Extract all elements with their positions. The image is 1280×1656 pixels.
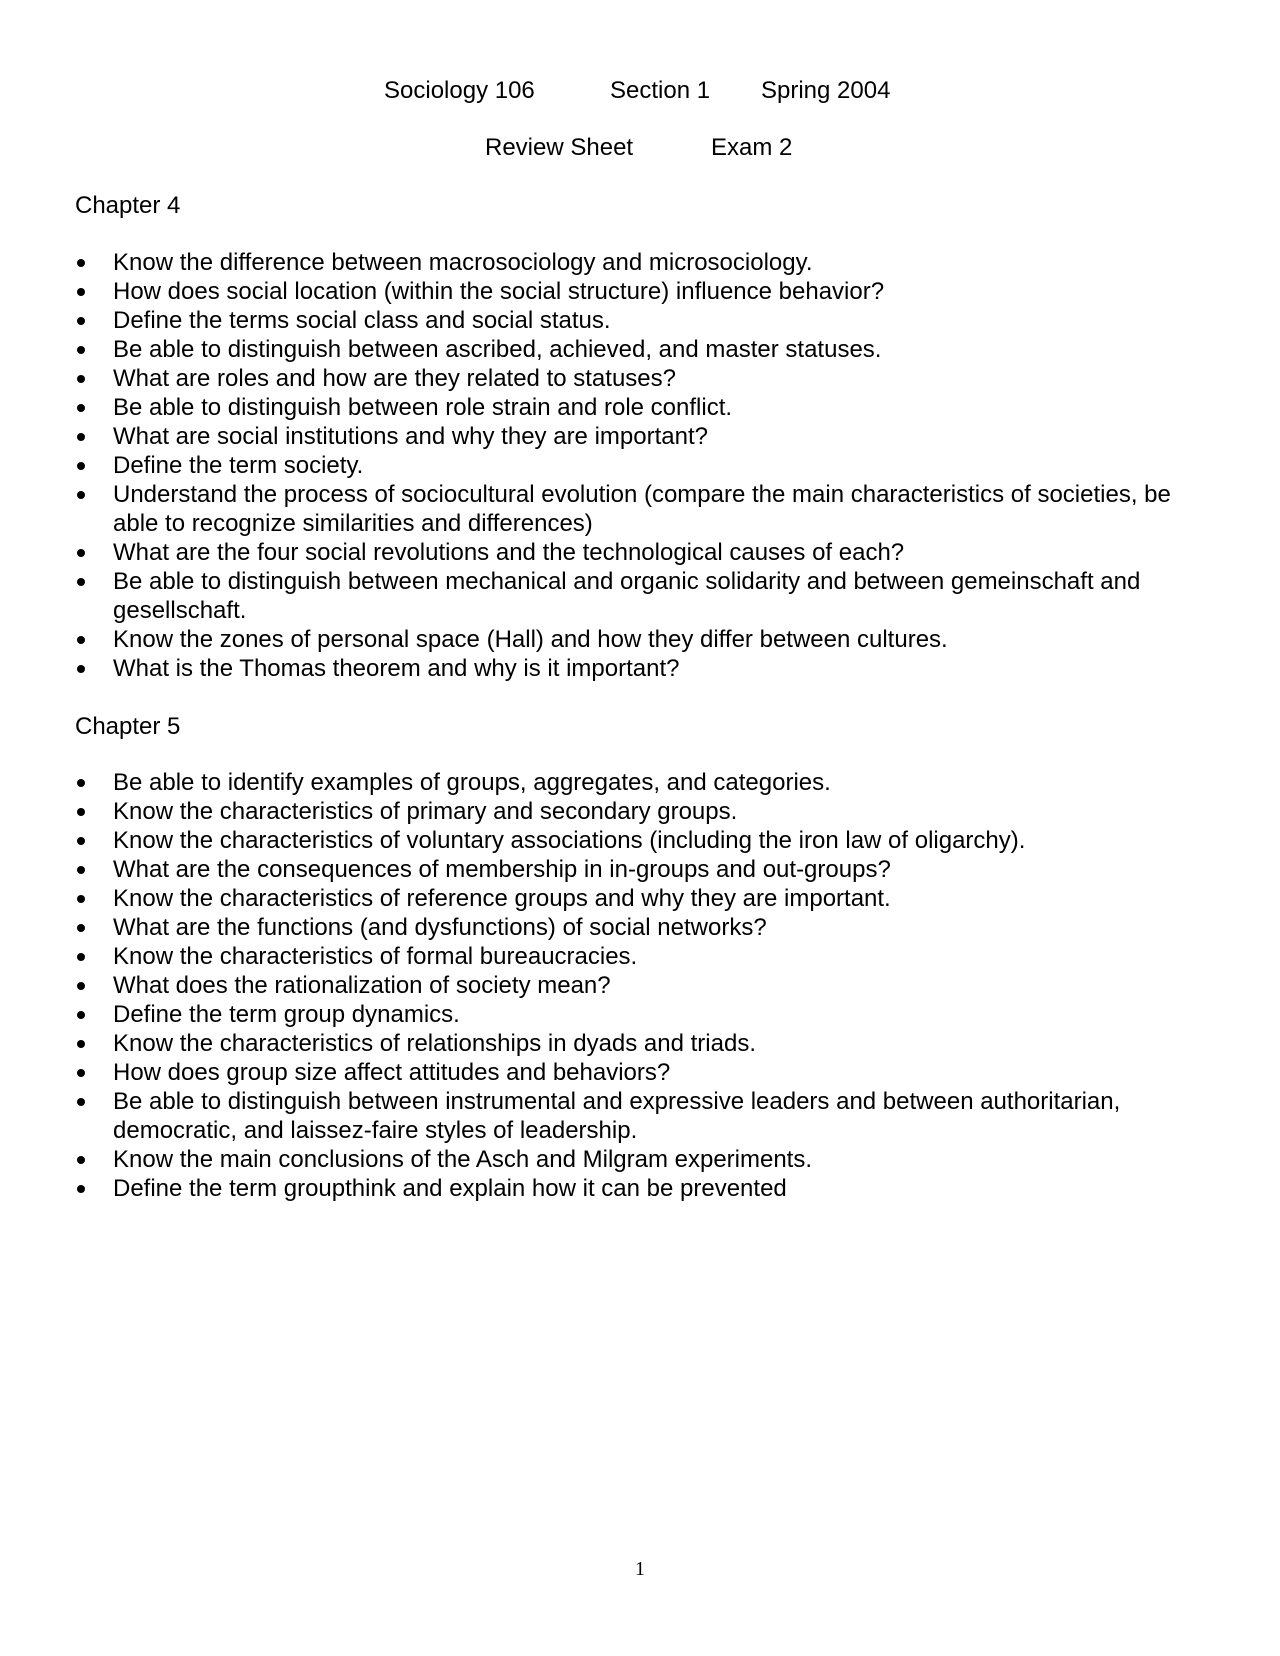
page-number: 1 [635, 1558, 645, 1580]
list-item [75, 1058, 1205, 1087]
list-item-text: Know the characteristics of primary and secondary groups. [113, 798, 738, 825]
list-item-text: Be able to distinguish between ascribed, achieved, and master statuses. [113, 336, 882, 363]
list-item-text: Define the term group dynamics. [113, 1001, 460, 1028]
section-label: Section 1 [610, 77, 711, 104]
list-item-text: Know the characteristics of formal bureaucracies. [113, 943, 638, 970]
list-item [75, 855, 1205, 884]
chapter-heading-5: Chapter 5 [75, 713, 181, 740]
list-item [75, 913, 1205, 942]
list-item-text: Define the term society. [113, 452, 364, 479]
list-item [75, 884, 1205, 913]
list-item [75, 277, 1205, 306]
list-item-text: How does social location (within the social structure) influence behavior? [113, 278, 885, 305]
list-item [75, 567, 1205, 625]
chapter-5-list [75, 768, 1205, 1203]
list-item-text: Know the characteristics of voluntary associations (including the iron law of oligarchy). [113, 827, 1026, 854]
list-item [75, 1000, 1205, 1029]
list-item [75, 971, 1205, 1000]
document-title: Review Sheet [485, 134, 634, 161]
list-item-text: Know the characteristics of reference groups and why they are important. [113, 885, 891, 912]
list-item [75, 480, 1205, 538]
chapter-heading-4: Chapter 4 [75, 192, 181, 219]
list-item-text: What are the consequences of membership in in-groups and out-groups? [113, 856, 891, 883]
list-item-text: Define the terms social class and social status. [113, 307, 611, 334]
list-item-text: Know the characteristics of relationships in dyads and triads. [113, 1030, 756, 1057]
list-item [75, 364, 1205, 393]
list-item [75, 826, 1205, 855]
list-item [75, 768, 1205, 797]
list-item [75, 451, 1205, 480]
list-item-text: What are roles and how are they related to statuses? [113, 365, 676, 392]
list-item-text: Know the difference between macrosociology and microsociology. [113, 249, 813, 276]
list-item-text: Be able to distinguish between instrumental and expressive leaders and between authoritarian, democratic, and laissez-faire styles of leadership. [113, 1088, 1121, 1144]
list-item [75, 1174, 1205, 1203]
list-item [75, 335, 1205, 364]
list-item [75, 625, 1205, 654]
list-item-text: Define the term groupthink and explain how it can be prevented [113, 1175, 787, 1202]
list-item [75, 422, 1205, 451]
exam-label: Exam 2 [711, 134, 793, 161]
chapter-4-list [75, 248, 1205, 683]
list-item [75, 654, 1205, 683]
list-item-text: What are the functions (and dysfunctions) of social networks? [113, 914, 767, 941]
list-item-text: Be able to distinguish between mechanical and organic solidarity and between gemeinschaft and gesellschaft. [113, 568, 1141, 624]
list-item [75, 306, 1205, 335]
list-item [75, 538, 1205, 567]
list-item-text: Be able to identify examples of groups, aggregates, and categories. [113, 769, 831, 796]
list-item [75, 797, 1205, 826]
list-item-text: What are the four social revolutions and the technological causes of each? [113, 539, 905, 566]
list-item-text: What is the Thomas theorem and why is it important? [113, 655, 680, 682]
list-item-text: What are social institutions and why they are important? [113, 423, 708, 450]
list-item [75, 248, 1205, 277]
list-item [75, 1087, 1205, 1145]
list-item [75, 393, 1205, 422]
list-item-text: What does the rationalization of society mean? [113, 972, 611, 999]
term-label: Spring 2004 [761, 77, 891, 104]
list-item [75, 942, 1205, 971]
list-item-text: Be able to distinguish between role strain and role conflict. [113, 394, 733, 421]
list-item-text: How does group size affect attitudes and behaviors? [113, 1059, 671, 1086]
list-item [75, 1029, 1205, 1058]
list-item [75, 1145, 1205, 1174]
list-item-text: Know the main conclusions of the Asch and Milgram experiments. [113, 1146, 813, 1173]
list-item-text: Know the zones of personal space (Hall) and how they differ between cultures. [113, 626, 948, 653]
list-item-text: Understand the process of sociocultural evolution (compare the main characteristics of societies, be able to recognize similarities and differences) [113, 481, 1171, 537]
course-title: Sociology 106 [384, 77, 535, 104]
